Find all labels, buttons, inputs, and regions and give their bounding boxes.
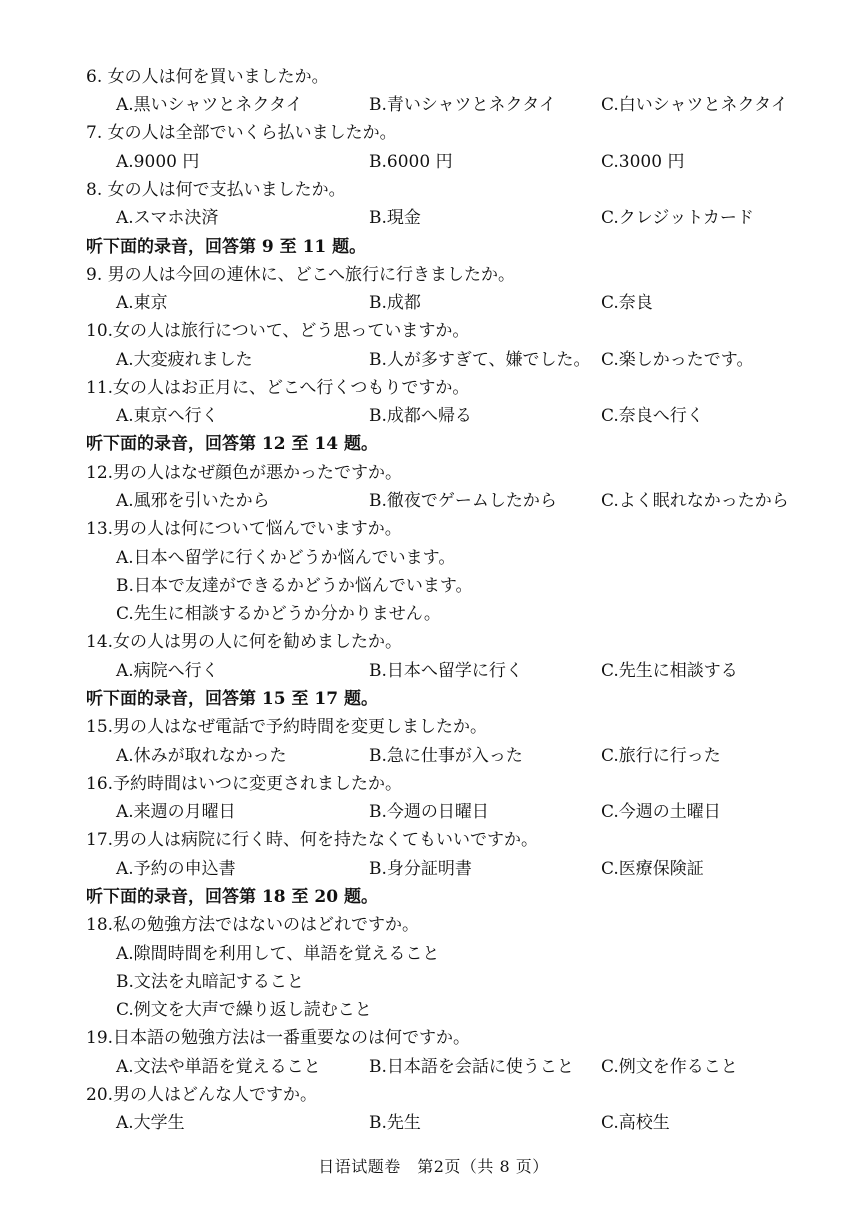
option-11c: C.奈良へ行く	[601, 406, 704, 426]
option-19a: A.文法や単語を覚えること	[116, 1057, 321, 1077]
question-15: 15.男の人はなぜ電話で予約時間を変更しましたか。	[86, 717, 488, 737]
option-16a: A.来週の月曜日	[116, 802, 236, 822]
option-6a: A.黒いシャツとネクタイ	[116, 95, 303, 115]
option-15a: A.休みが取れなかった	[116, 746, 287, 766]
option-18c: C.例文を大声で繰り返し読むこと	[116, 1000, 372, 1020]
option-13a: A.日本へ留学に行くかどうか悩んでいます。	[116, 548, 456, 568]
question-11: 11.女の人はお正月に、どこへ行くつもりですか。	[86, 378, 470, 398]
option-17c: C.医療保険証	[601, 859, 704, 879]
option-14b: B.日本へ留学に行く	[369, 661, 523, 681]
question-13: 13.男の人は何について悩んでいますか。	[86, 519, 402, 539]
option-18b: B.文法を丸暗記すること	[116, 972, 304, 992]
option-20a: A.大学生	[116, 1113, 185, 1133]
option-9c: C.奈良	[601, 293, 653, 313]
section-heading-18-20: 听下面的录音，回答第 18 至 20 题。	[86, 887, 378, 907]
option-19c: C.例文を作ること	[601, 1057, 738, 1077]
question-20: 20.男の人はどんな人ですか。	[86, 1085, 318, 1105]
option-7b: B.6000 円	[369, 152, 453, 172]
question-6: 6. 女の人は何を買いましたか。	[86, 67, 329, 87]
section-heading-12-14: 听下面的录音，回答第 12 至 14 题。	[86, 434, 378, 454]
option-9a: A.東京	[116, 293, 168, 313]
option-11b: B.成都へ帰る	[369, 406, 472, 426]
option-7a: A.9000 円	[116, 152, 200, 172]
option-20c: C.高校生	[601, 1113, 670, 1133]
option-9b: B.成都	[369, 293, 421, 313]
question-17: 17.男の人は病院に行く時、何を持たなくてもいいですか。	[86, 830, 539, 850]
question-7: 7. 女の人は全部でいくら払いましたか。	[86, 123, 397, 143]
option-6c: C.白いシャツとネクタイ	[601, 95, 788, 115]
option-13b: B.日本で友達ができるかどうか悩んでいます。	[116, 576, 473, 596]
section-heading-9-11: 听下面的录音，回答第 9 至 11 题。	[86, 237, 367, 257]
option-14a: A.病院へ行く	[116, 661, 219, 681]
option-11a: A.東京へ行く	[116, 406, 219, 426]
question-16: 16.予約時間はいつに変更されましたか。	[86, 774, 403, 794]
question-19: 19.日本語の勉強方法は一番重要なのは何ですか。	[86, 1028, 471, 1048]
option-12a: A.風邪を引いたから	[116, 491, 270, 511]
option-14c: C.先生に相談する	[601, 661, 738, 681]
question-12: 12.男の人はなぜ顔色が悪かったですか。	[86, 463, 403, 483]
option-8b: B.現金	[369, 208, 421, 228]
option-16b: B.今週の日曜日	[369, 802, 489, 822]
option-8a: A.スマホ決済	[116, 208, 219, 228]
option-20b: B.先生	[369, 1113, 421, 1133]
option-12b: B.徹夜でゲームしたから	[369, 491, 557, 511]
section-heading-15-17: 听下面的录音，回答第 15 至 17 题。	[86, 689, 378, 709]
option-7c: C.3000 円	[601, 152, 685, 172]
option-10a: A.大変疲れました	[116, 350, 253, 370]
question-14: 14.女の人は男の人に何を勧めましたか。	[86, 632, 403, 652]
option-15b: B.急に仕事が入った	[369, 746, 523, 766]
option-19b: B.日本語を会話に使うこと	[369, 1057, 574, 1077]
question-8: 8. 女の人は何で支払いましたか。	[86, 180, 346, 200]
option-10c: C.楽しかったです。	[601, 350, 754, 370]
option-13c: C.先生に相談するかどうか分かりません。	[116, 604, 441, 624]
option-18a: A.隙間時間を利用して、単語を覚えること	[116, 944, 440, 964]
option-12c: C.よく眠れなかったから	[601, 491, 789, 511]
option-10b: B.人が多すぎて、嫌でした。	[369, 350, 591, 370]
option-16c: C.今週の土曜日	[601, 802, 721, 822]
question-10: 10.女の人は旅行について、どう思っていますか。	[86, 321, 470, 341]
question-9: 9. 男の人は今回の連休に、どこへ旅行に行きましたか。	[86, 265, 515, 285]
option-17b: B.身分証明書	[369, 859, 472, 879]
question-18: 18.私の勉強方法ではないのはどれですか。	[86, 915, 420, 935]
option-15c: C.旅行に行った	[601, 746, 721, 766]
option-8c: C.クレジットカード	[601, 208, 754, 228]
option-17a: A.予約の申込書	[116, 859, 236, 879]
page-footer: 日语试题卷 第2页（共 8 页）	[318, 1157, 549, 1176]
option-6b: B.青いシャツとネクタイ	[369, 95, 556, 115]
